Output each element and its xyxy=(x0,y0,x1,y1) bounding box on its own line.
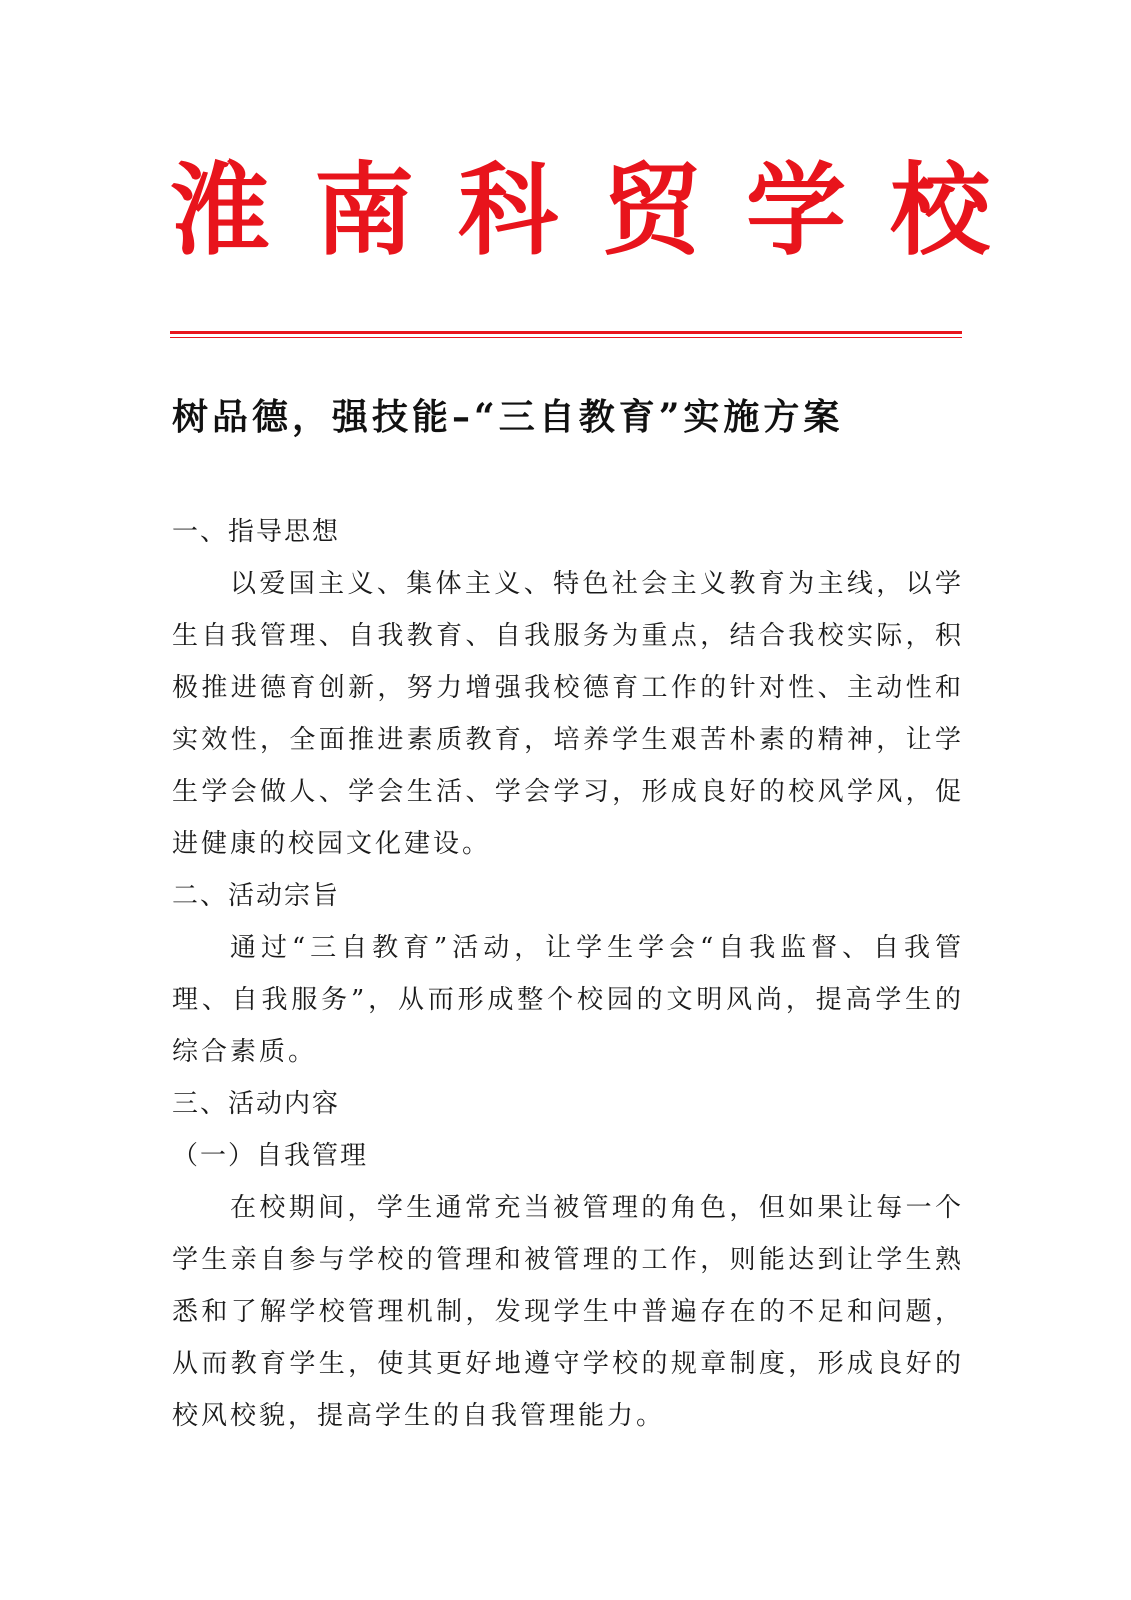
document-title: 树品德，强技能–“三自教育”实施方案 xyxy=(172,396,844,438)
section-paragraph-guiding-ideology: 以爱国主义、集体主义、特色社会主义教育为主线，以学生自我管理、自我教育、自我服务为重点，结合我校实际，积极推进德育创新，努力增强我校德育工作的针对性、主动性和实效性，全面推进素质教育，培养学生艰苦朴素的精神，让学生学会做人、学会生活、学会学习，形成良好的校风学风，促进健康的校园文化建设。 xyxy=(172,569,964,859)
subsection-paragraph-self-management: 在校期间，学生通常充当被管理的角色，但如果让每一个学生亲自参与学校的管理和被管理的工作，则能达到让学生熟悉和了解学校管理机制，发现学生中普遍存在的不足和问题，从而教育学生，使其更好地遵守学校的规章制度，形成良好的校风校貌，提高学生的自我管理能力。 xyxy=(172,1193,964,1431)
document-body xyxy=(172,506,964,1442)
masthead-divider-thick xyxy=(170,331,962,334)
section-paragraph-activity-purpose: 通过“三自教育”活动，让学生学会“自我监督、自我管理、自我服务”，从而形成整个校园的文明风尚，提高学生的综合素质。 xyxy=(172,933,964,1067)
section-heading-activity-purpose: 二、活动宗旨 xyxy=(172,881,341,911)
subsection-heading-self-management: （一）自我管理 xyxy=(172,1141,369,1171)
masthead-divider-thin xyxy=(170,337,962,338)
section-heading-guiding-ideology: 一、指导思想 xyxy=(172,517,341,547)
section-heading-activity-content: 三、活动内容 xyxy=(172,1089,341,1119)
school-name-masthead: 淮南科贸学校 xyxy=(170,151,1034,269)
